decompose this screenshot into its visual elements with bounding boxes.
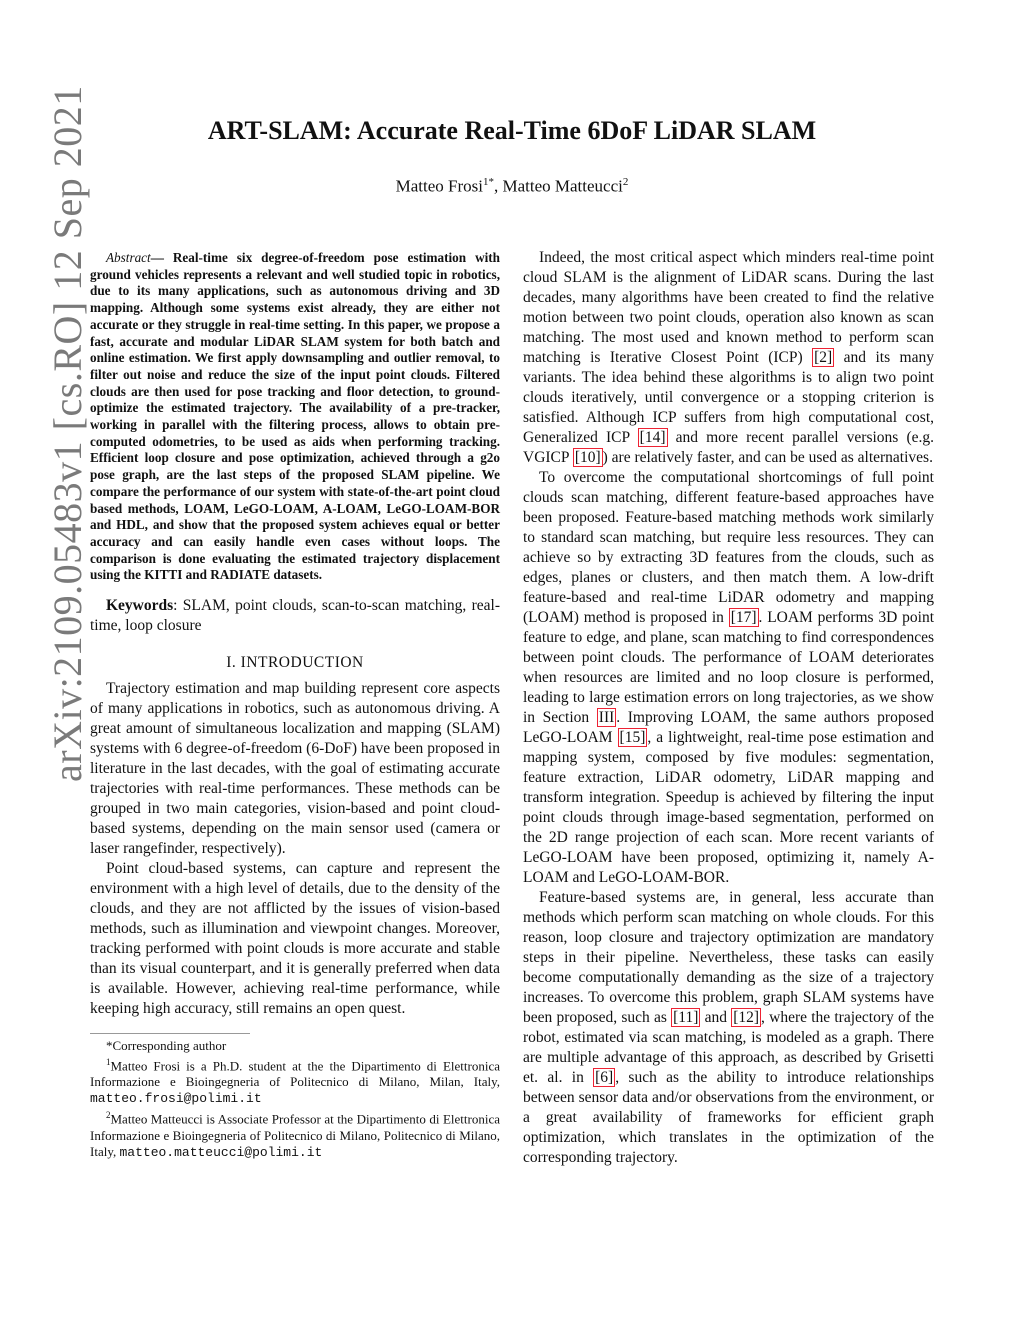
author-line xyxy=(0,176,1024,197)
abstract-label: Abstract xyxy=(106,250,151,265)
text-run: ) are relatively faster, and can be used as alternatives. xyxy=(602,449,933,466)
citation-link[interactable]: [6] xyxy=(595,1069,614,1086)
text-run: and xyxy=(700,1009,732,1026)
intro-paragraph-2: Point cloud-based systems, can capture and represent the environment with a high level of details, due to the density of the clouds, and they are not afflicted by the issues of vision-based methods, such as illumination and viewpoint changes. Moreover, tracking performed with point clouds is more accurate and stable than its visual counterpart, and it is generally preferred when data is available. However, achieving real-time performance, while keeping high accuracy, still remains an open quest. xyxy=(90,860,500,1018)
abstract xyxy=(90,250,500,584)
text-run: To overcome the computational shortcomings of full point clouds scan matching, different feature-based approaches have been proposed. Feature-based matching methods work similarly to standard scan matching, but require less resources. They can achieve so by extracting 3D features from the clouds, such as edges, planes or clusters, and then match them. A low-drift feature-based and real-time LiDAR odometry and mapping (LOAM) method is proposed in xyxy=(523,469,934,626)
footnote-corresponding: *Corresponding author xyxy=(106,1038,227,1054)
paper-title: ART-SLAM: Accurate Real-Time 6DoF LiDAR SLAM xyxy=(207,116,817,145)
intro-paragraph-1: Trajectory estimation and map building represent core aspects of many applications in robotics, such as autonomous driving. A great amount of simultaneous localization and mapping (SLAM) systems with 6 degree-of-freedom (6-DoF) have been proposed in literature in the last decades, with the goal of estimating accurate trajectories with real-time performances. These methods can be grouped in two main categories, vision-based and point cloud-based systems, depending on the main sensor used (camera or laser rangefinder, respectively). xyxy=(90,680,500,858)
footnote-1-email[interactable]: matteo.frosi@polimi.it xyxy=(90,1091,262,1107)
text-run: , a lightweight, real-time pose estimation and mapping system, composed by five modules: segmentation, feature extraction, LiDAR odometry, LiDAR mapping and transform integration. Speedup is achieved by filtering the input point clouds through image-based segmentation, performed on the 2D range projection of each scan. More recent variants of LeGO-LOAM have been proposed, optimizing it, namely A-LOAM and LeGO-LOAM-BOR. xyxy=(523,729,934,886)
text-run: , such as the ability to introduce relationships between sensor data and/or observations from the environment, or a great availability of frameworks for efficient graph optimization, which translates in the optimization of the corresponding trajectory. xyxy=(523,1069,934,1166)
footnote-2-email[interactable]: matteo.matteucci@polimi.it xyxy=(119,1144,323,1160)
footnote-2-mark: 2 xyxy=(106,1110,111,1121)
author-1-affiliation-mark: 1* xyxy=(482,176,494,188)
abstract-dash: — xyxy=(150,250,173,265)
text-run: . LOAM performs 3D point feature to edge, and plane, scan matching to find correspondences between point clouds. The performance of LOAM deteriorates when resources are limited and no loop closure is performed, leading to large estimation errors on long trajectories, as we show in Section xyxy=(523,609,934,726)
footnote-1 xyxy=(90,1054,500,1107)
left-column xyxy=(90,250,500,1161)
citation-link[interactable]: [17] xyxy=(730,609,757,626)
right-paragraph-1 xyxy=(523,248,934,468)
text-run: Feature-based systems are, in general, less accurate than methods which perform scan matching on whole clouds. For this reason, loop closure and trajectory optimization are mandatory steps in their pipeline. Nevertheless, these tasks can easily become computationally demanding as the size of a trajectory increases. To overcome this problem, graph SLAM systems have been proposed, such as xyxy=(523,889,934,1026)
keywords-label: Keywords xyxy=(106,597,174,615)
citation-link[interactable]: [10] xyxy=(574,449,601,466)
footnote-rule xyxy=(90,1033,250,1034)
right-column xyxy=(523,248,934,1168)
right-paragraph-2 xyxy=(523,468,934,888)
right-paragraph-3 xyxy=(523,888,934,1168)
citation-link[interactable]: [15] xyxy=(619,729,646,746)
citation-link[interactable]: [14] xyxy=(639,429,666,446)
text-run: and more recent parallel versions (e.g. VGICP xyxy=(523,429,934,466)
citation-link[interactable]: [11] xyxy=(673,1009,699,1026)
section-heading-introduction: I. INTRODUCTION xyxy=(226,654,364,672)
footnote-2-text: Matteo Matteucci is Associate Professor at the Dipartimento di Elettronica Informazione e Bioingegneria of Politecnico di Milano, Politecnico di Milano, Italy, xyxy=(90,1111,500,1159)
keywords xyxy=(90,596,500,636)
author-2-affiliation-mark: 2 xyxy=(622,176,629,188)
author-separator: , xyxy=(493,176,503,196)
text-run: . Improving LOAM, the same authors proposed LeGO-LOAM xyxy=(523,709,934,746)
footnote-1-text: Matteo Frosi is a Ph.D. student at the the Dipartimento di Elettronica Informazione e Bioingegneria of Politecnico di Milano, Milan, Italy, xyxy=(90,1058,500,1090)
section-reference-link[interactable]: III xyxy=(598,709,615,726)
author-2: Matteo Matteucci xyxy=(502,176,623,196)
text-run: Indeed, the most critical aspect which minders real-time point cloud SLAM is the alignment of LiDAR scans. During the last decades, many algorithms have been created to find the relative motion between two point clouds, operation also known as scan matching. The most used and known method to perform scan matching is Iterative Closest Point (ICP) xyxy=(523,249,934,366)
citation-link[interactable]: [2] xyxy=(814,349,833,366)
footnote-1-mark: 1 xyxy=(106,1057,111,1068)
footnote-2 xyxy=(90,1107,500,1160)
text-run: and its many variants. The idea behind these algorithms is to align two point clouds iteratively, until convergence or a stopping criterion is satisfied. Although ICP suffers from high computational cost, Generalized ICP xyxy=(523,349,934,446)
author-1: Matteo Frosi xyxy=(395,176,483,196)
citation-link[interactable]: [12] xyxy=(733,1009,760,1026)
keywords-text: : SLAM, point clouds, scan-to-scan matching, real-time, loop closure xyxy=(90,597,500,635)
abstract-text: Real-time six degree-of-freedom pose estimation with ground vehicles represents a relevant and well studied topic in robotics, due to its many applications, such as autonomous driving and 3D mapping. Although some systems exist already, they are either not accurate or they struggle in real-time setting. In this paper, we propose a fast, accurate and modular LiDAR SLAM system for both batch and online estimation. We first apply downsampling and outlier removal, to filter out noise and reduce the size of the input point clouds. Filtered clouds are then used for pose tracking and floor detection, to ground-optimize the estimated trajectory. The availability of a pre-tracker, working in parallel with the filtering process, allows to obtain pre-computed odometries, to be used as aids when performing tracking. Efficient loop closure and pose optimization, achieved through a g2o pose graph, are the last steps of the proposed SLAM pipeline. We compare the performance of our system with state-of-the-art point cloud based methods, LOAM, LeGO-LOAM, A-LOAM, LeGO-LOAM-BOR and HDL, and show that the proposed system achieves equal or better accuracy and can easily handle even cases without loops. The comparison is done evaluating the estimated trajectory displacement using the KITTI and RADIATE datasets. xyxy=(90,250,500,583)
arxiv-stamp-text: arXiv:2109.05483v1 [cs.RO] 12 Sep 2021 xyxy=(45,85,90,782)
text-run: , where the trajectory of the robot, estimated via scan matching, is modeled as a graph. There are multiple advantage of this approach, as described by Grisetti et. al. in xyxy=(523,1009,935,1086)
